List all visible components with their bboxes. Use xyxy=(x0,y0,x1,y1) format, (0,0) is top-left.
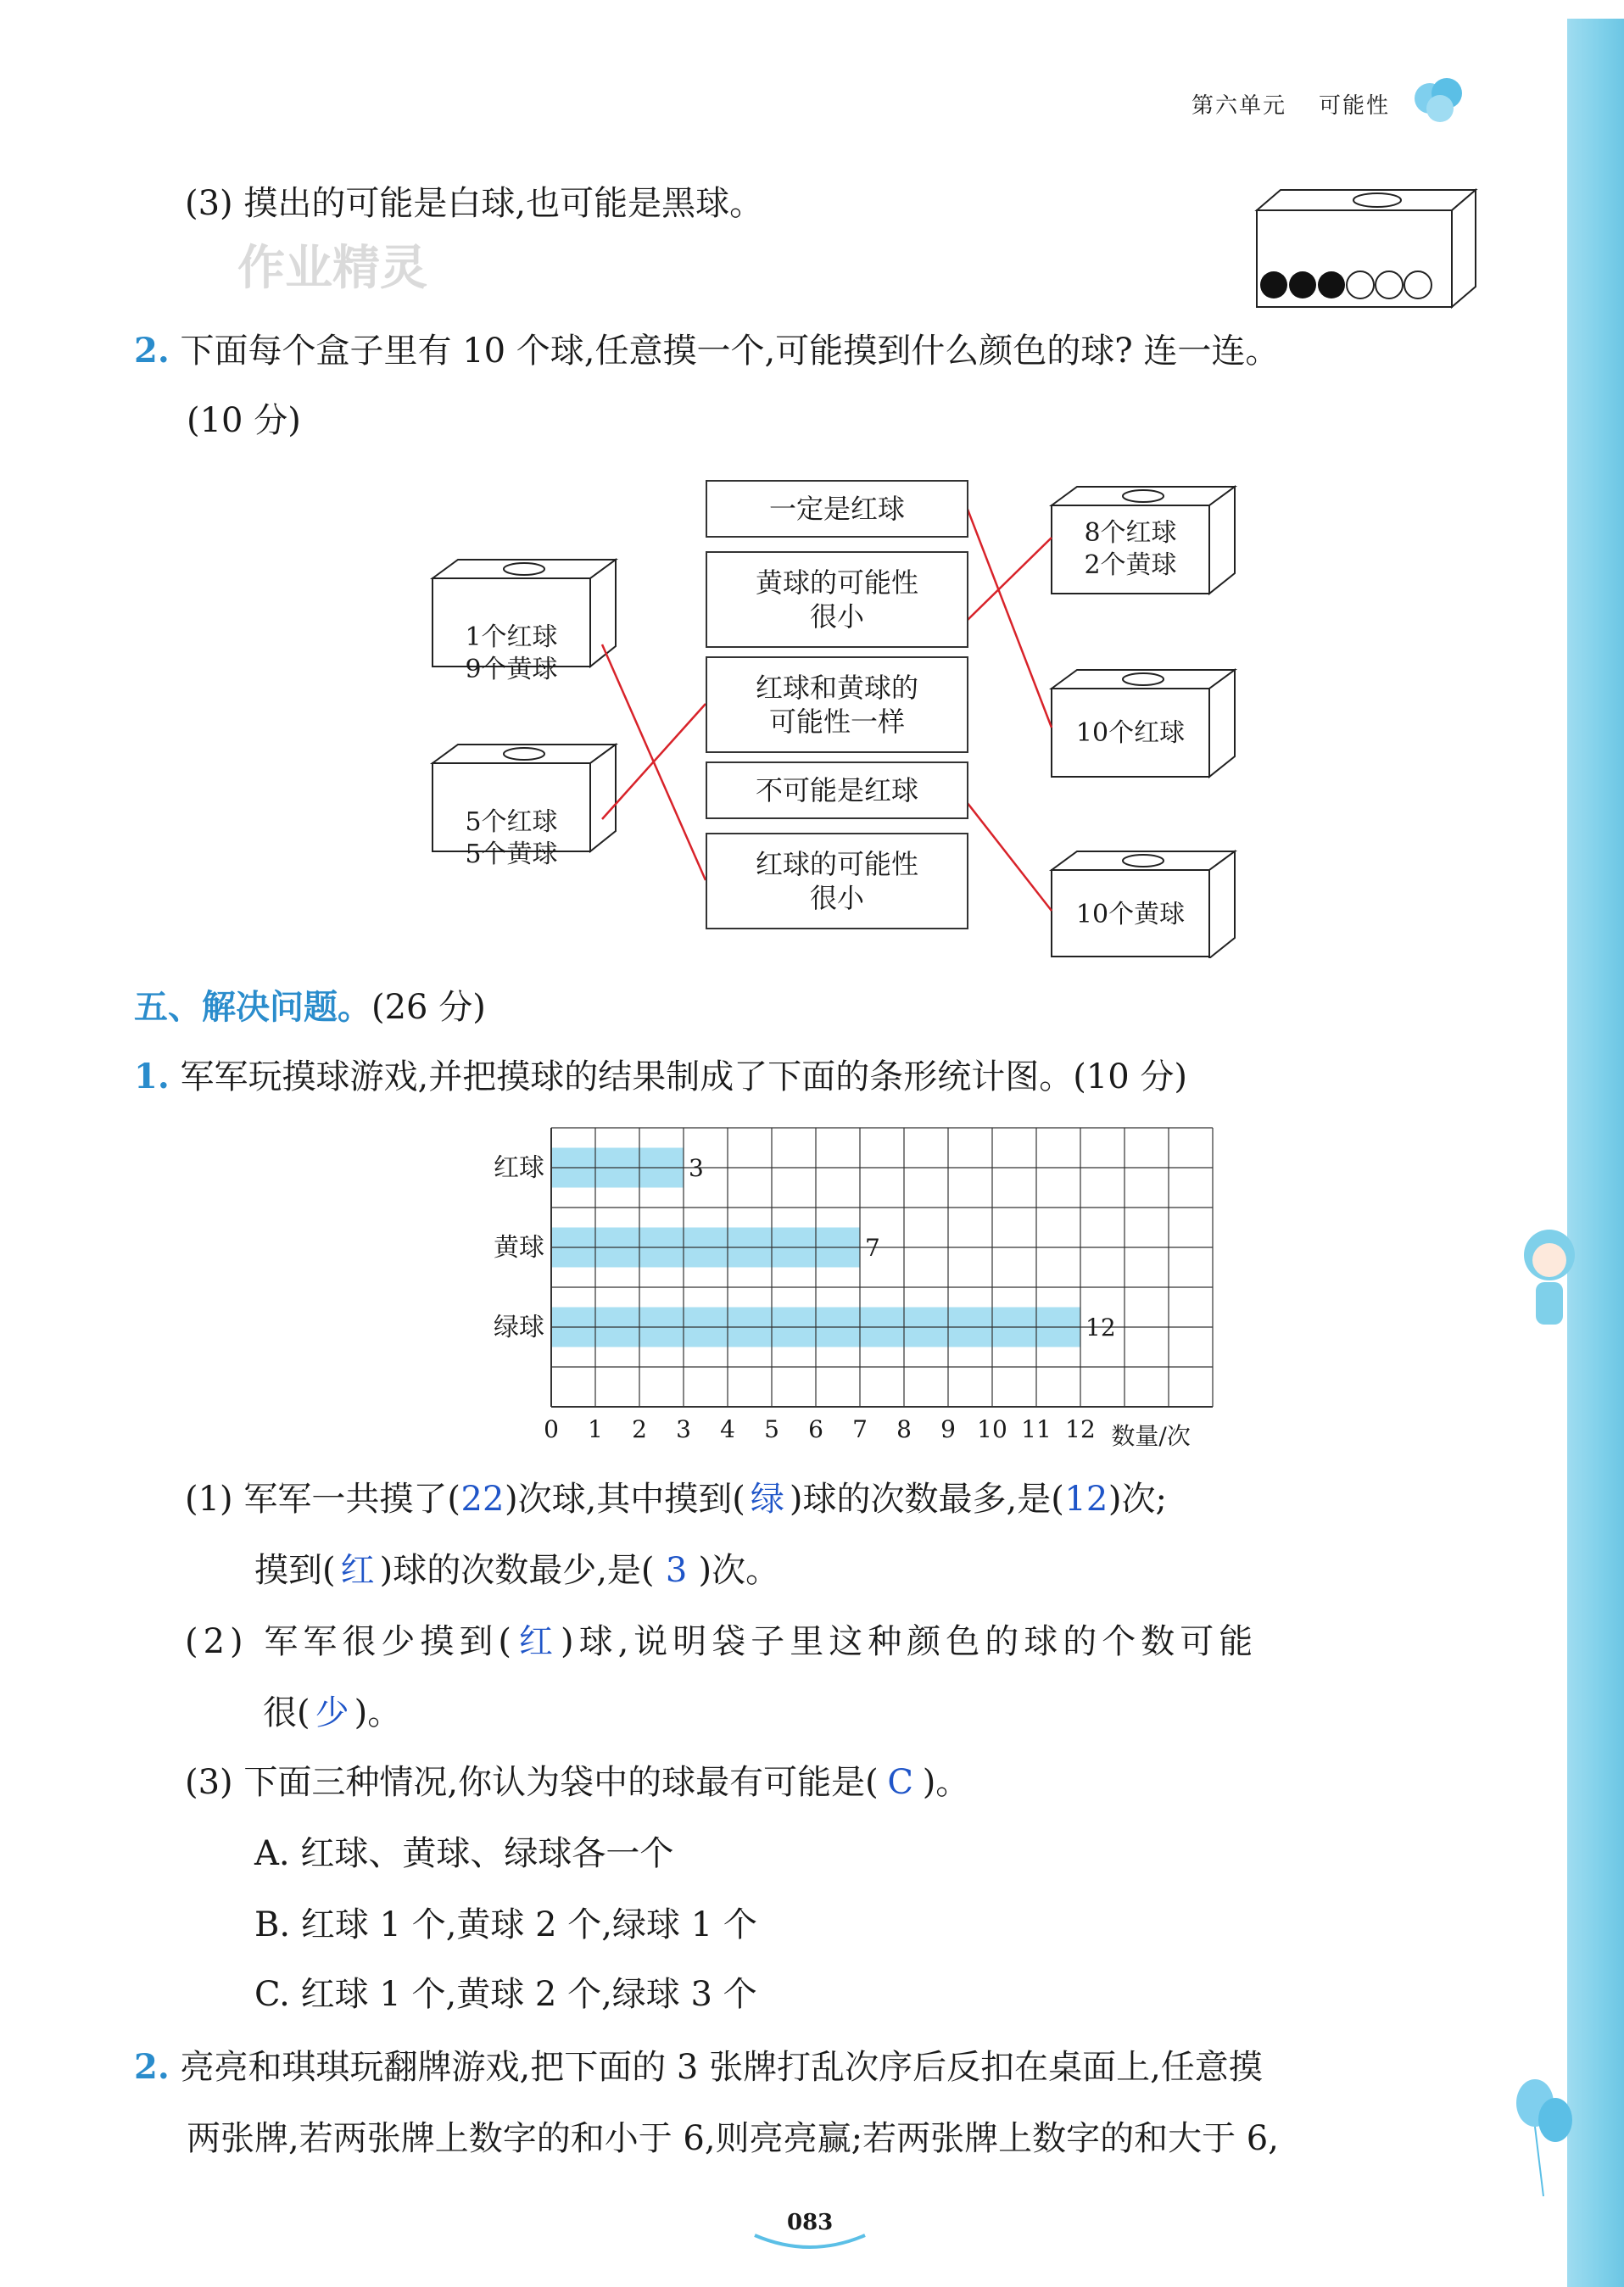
tick-label: 6 xyxy=(808,1415,823,1443)
answer-choice: C xyxy=(887,1763,913,1802)
page-side-strip xyxy=(1567,19,1624,2287)
tick-label: 7 xyxy=(852,1415,868,1443)
p1-text: 军军玩摸球游戏,并把摸球的结果制成了下面的条形统计图。(10 分) xyxy=(180,1057,1188,1096)
p1-sub3-line: (3) 下面三种情况,你认为袋中的球最有可能是( C )。 xyxy=(185,1760,969,1804)
black-ball xyxy=(1260,271,1287,298)
value-label: 3 xyxy=(689,1154,704,1182)
tick-label: 3 xyxy=(676,1415,691,1443)
middle-label-1: 一定是红球 xyxy=(706,480,968,538)
q2-number: 2. xyxy=(134,331,170,371)
p1-sub2-line2: 很( 少 )。 xyxy=(263,1691,401,1735)
p2-text-line2: 两张牌,若两张牌上数字的和小于 6,则亮亮赢;若两张牌上数字的和大于 6, xyxy=(187,2119,1279,2158)
right-box-2-caption: 10个红球 xyxy=(1075,718,1186,748)
answer-least-color: 红 xyxy=(340,1551,375,1590)
tick-label: 10 xyxy=(977,1415,1007,1443)
tick-label: 2 xyxy=(632,1415,647,1443)
tick-label: 0 xyxy=(544,1415,559,1443)
match-line xyxy=(967,802,1052,911)
tick-label: 11 xyxy=(1021,1415,1052,1443)
p2-number: 2. xyxy=(134,2047,170,2087)
balloon-icon xyxy=(1406,70,1474,137)
page-number: 083 xyxy=(787,2210,834,2235)
answer-few: 少 xyxy=(315,1693,349,1732)
watermark-text: 作业精灵 xyxy=(237,241,427,296)
girl-illustration-icon xyxy=(1514,1221,1582,1357)
match-line xyxy=(967,538,1052,621)
section5-heading xyxy=(134,985,486,1029)
option-c: C. 红球 1 个,黄球 2 个,绿球 3 个 xyxy=(254,1975,757,2014)
match-line xyxy=(602,704,706,819)
page-number-swoosh xyxy=(746,2230,873,2256)
answer-most-count: 12 xyxy=(1064,1480,1108,1519)
tick-label: 5 xyxy=(764,1415,779,1443)
prev-sub3-text: (3) 摸出的可能是白球,也可能是黑球。 xyxy=(185,184,764,223)
balloons-icon xyxy=(1510,2069,1577,2205)
q2-text: 下面每个盒子里有 10 个球,任意摸一个,可能摸到什么颜色的球? 连一连。 xyxy=(180,332,1280,371)
section5-title: 五、解决问题。 xyxy=(134,988,371,1027)
black-ball xyxy=(1318,271,1345,298)
answer-least-count: 3 xyxy=(665,1551,688,1590)
right-box-3-caption: 10个黄球 xyxy=(1075,900,1186,929)
left-box-2-caption: 5个红球 5个黄球 xyxy=(465,807,558,869)
bar-chart xyxy=(458,1119,1272,1459)
section5-score: (26 分) xyxy=(371,988,486,1027)
p1-line xyxy=(134,1055,1187,1099)
black-ball xyxy=(1289,271,1316,298)
tick-label: 12 xyxy=(1065,1415,1096,1443)
middle-label-3: 红球和黄球的 可能性一样 xyxy=(706,656,968,753)
header-topic: 可能性 xyxy=(1319,93,1391,119)
middle-label-4: 不可能是红球 xyxy=(706,761,968,819)
right-box-1-caption: 8个红球 2个黄球 xyxy=(1084,518,1177,580)
left-box-1-caption: 1个红球 9个黄球 xyxy=(465,622,558,684)
p2-text-line1: 亮亮和琪琪玩翻牌游戏,把下面的 3 张牌打乱次序后反扣在桌面上,任意摸 xyxy=(180,2048,1263,2087)
p2-line1 xyxy=(134,2045,1263,2089)
value-label: 12 xyxy=(1085,1314,1116,1342)
q2-score: (10 分) xyxy=(187,401,301,440)
answer-rare-color: 红 xyxy=(518,1622,558,1661)
category-label: 绿球 xyxy=(494,1313,544,1342)
match-line xyxy=(967,507,1052,728)
category-label: 黄球 xyxy=(494,1233,544,1263)
category-label: 红球 xyxy=(494,1153,544,1183)
tick-label: 9 xyxy=(940,1415,956,1443)
p1-sub1-line1: (1) 军军一共摸了(22)次球,其中摸到( 绿 )球的次数最多,是(12)次; xyxy=(185,1477,1167,1521)
middle-label-5: 红球的可能性 很小 xyxy=(706,833,968,929)
p1-number: 1. xyxy=(134,1057,170,1096)
tick-label: 8 xyxy=(896,1415,912,1443)
option-b: B. 红球 1 个,黄球 2 个,绿球 1 个 xyxy=(254,1905,757,1944)
p1-sub2-line1: (2) 军军很少摸到(红)球,说明袋子里这种颜色的球的个数可能 xyxy=(185,1620,1258,1664)
white-ball xyxy=(1347,271,1374,298)
tick-label: 4 xyxy=(720,1415,735,1443)
q2-line xyxy=(134,329,1279,373)
tick-label: 1 xyxy=(588,1415,603,1443)
white-ball xyxy=(1376,271,1403,298)
option-a: A. 红球、黄球、绿球各一个 xyxy=(254,1834,674,1873)
p1-sub1-line2: 摸到( 红 )球的次数最少,是( 3 )次。 xyxy=(254,1548,779,1593)
answer-total: 22 xyxy=(460,1480,505,1519)
middle-label-2: 黄球的可能性 很小 xyxy=(706,551,968,648)
header-unit: 第六单元 xyxy=(1191,93,1287,119)
white-ball xyxy=(1404,271,1431,298)
answer-most-color: 绿 xyxy=(750,1480,784,1519)
x-axis-label: 数量/次 xyxy=(1111,1422,1191,1450)
value-label: 7 xyxy=(865,1234,880,1262)
ball-box-illustration xyxy=(1247,185,1484,312)
